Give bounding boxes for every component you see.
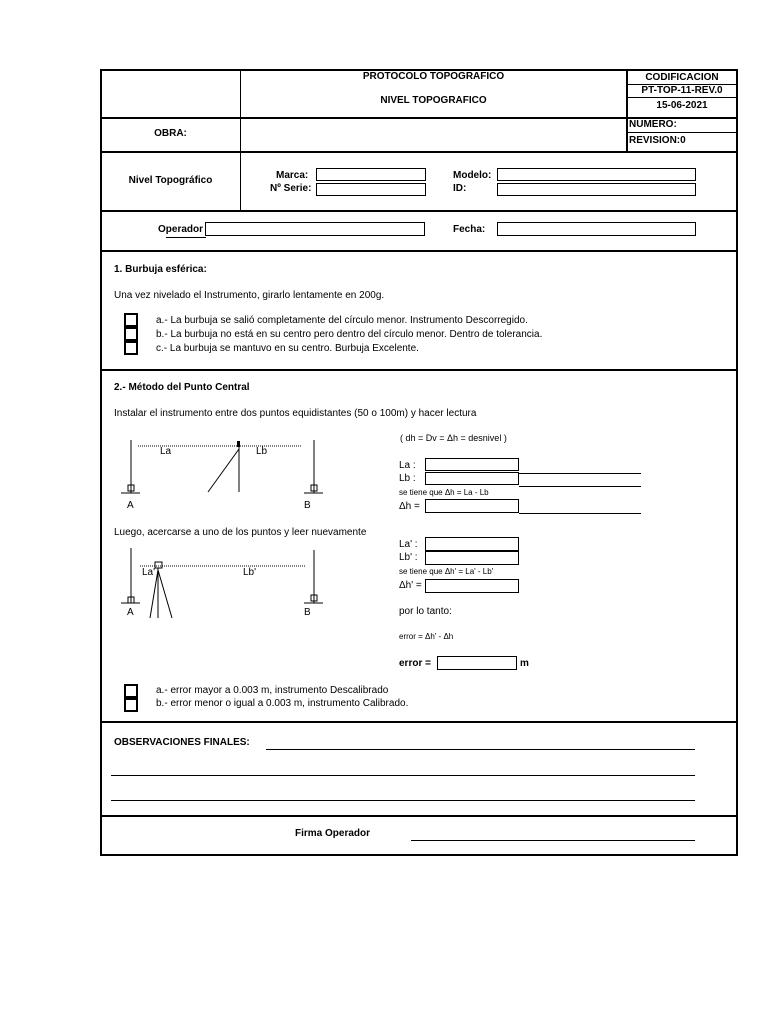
row-divider <box>100 815 738 817</box>
formula-2: se tiene que Δh' = La' - Lb' <box>399 567 494 576</box>
dh-label: Δh = <box>399 501 420 512</box>
la-field[interactable] <box>425 458 519 471</box>
la-line <box>519 473 641 474</box>
operator-field[interactable] <box>205 222 425 236</box>
model-field[interactable] <box>497 168 696 181</box>
date-field[interactable] <box>497 222 696 236</box>
revision-label: REVISION:0 <box>629 135 686 146</box>
observations-line-2[interactable] <box>111 775 695 776</box>
desnivel-note: ( dh = Dv = Δh = desnivel ) <box>400 433 507 443</box>
dh2-field[interactable] <box>425 579 519 593</box>
brand-label: Marca: <box>276 170 309 181</box>
lb-label: Lb : <box>399 473 416 484</box>
bubble-checkbox-a[interactable] <box>124 313 138 327</box>
document-code: PT-TOP-11-REV.0 <box>641 85 723 96</box>
lb-line <box>519 486 641 487</box>
error-formula: error = Δh' - Δh <box>399 632 454 641</box>
la2-label: La' : <box>399 539 418 550</box>
header-divider <box>626 97 738 98</box>
row-divider <box>240 151 241 210</box>
operator-label: Operador <box>158 224 204 235</box>
diagram2-label-b: B <box>304 607 311 618</box>
row-divider <box>100 369 738 371</box>
section1-title: 1. Burbuja esférica: <box>114 264 207 275</box>
codification-label: CODIFICACION <box>645 72 719 83</box>
obra-field[interactable] <box>242 119 624 149</box>
section1-instruction: Una vez nivelado el Instrumento, girarlo lentamente en 200g. <box>114 290 385 301</box>
serial-label: Nº Serie: <box>270 183 312 194</box>
calibration-checkbox-b[interactable] <box>124 698 138 712</box>
brand-field[interactable] <box>316 168 426 181</box>
dh-line <box>519 513 641 514</box>
bubble-option-a: a.- La burbuja se salió completamente del círculo menor. Instrumento Descorregido. <box>156 315 528 326</box>
diagram2-label-a: A <box>127 607 134 618</box>
calibration-option-b: b.- error menor o igual a 0.003 m, instrumento Calibrado. <box>156 698 409 709</box>
instrument-label: Nivel Topográfico <box>128 175 213 186</box>
la-label: La : <box>399 460 416 471</box>
serial-field[interactable] <box>316 183 426 196</box>
error-field[interactable] <box>437 656 517 670</box>
diagram1-label-lb: Lb <box>256 446 268 457</box>
operator-underline <box>166 237 206 238</box>
row-divider <box>100 721 738 723</box>
bubble-option-b: b.- La burbuja no está en su centro pero dentro del círculo menor. Dentro de tolerancia. <box>156 329 543 340</box>
signature-label: Firma Operador <box>295 828 371 839</box>
lb-field[interactable] <box>425 472 519 485</box>
model-label: Modelo: <box>453 170 492 181</box>
section2-instruction: Instalar el instrumento entre dos puntos equidistantes (50 o 100m) y hacer lectura <box>114 408 477 419</box>
bubble-option-c: c.- La burbuja se mantuvo en su centro. Burbuja Excelente. <box>156 343 419 354</box>
diagram-near-point <box>110 548 350 628</box>
diagram1-label-la: La <box>160 446 172 457</box>
number-label: NUMERO: <box>629 119 677 130</box>
formula-1: se tiene que Δh = La - Lb <box>399 488 489 497</box>
form-title: PROTOCOLO TOPOGRAFICO <box>362 71 505 82</box>
document-date: 15-06-2021 <box>656 100 708 111</box>
lb2-field[interactable] <box>425 551 519 565</box>
diagram1-label-b: B <box>304 500 311 511</box>
calibration-option-a: a.- error mayor a 0.003 m, instrumento Descalibrado <box>156 685 389 696</box>
error-unit: m <box>520 658 529 669</box>
error-label: error = <box>399 658 431 669</box>
observations-line-3[interactable] <box>111 800 695 801</box>
observations-label: OBSERVACIONES FINALES: <box>114 737 250 748</box>
signature-line[interactable] <box>411 840 695 841</box>
dh-field[interactable] <box>425 499 519 513</box>
diagram2-label-la: La' <box>142 567 156 578</box>
section2-title: 2.- Método del Punto Central <box>114 382 250 393</box>
form-subtitle: NIVEL TOPOGRAFICO <box>380 95 487 106</box>
dh2-label: Δh' = <box>399 580 422 591</box>
row-divider <box>100 210 738 212</box>
observations-line-1[interactable] <box>266 749 695 750</box>
diagram2-label-lb: Lb' <box>243 567 257 578</box>
luego-instruction: Luego, acercarse a uno de los puntos y leer nuevamente <box>114 527 367 538</box>
date-label: Fecha: <box>453 224 486 235</box>
header-divider <box>100 151 738 153</box>
diagram1-label-a: A <box>127 500 134 511</box>
id-label: ID: <box>453 183 467 194</box>
header-divider <box>626 132 738 133</box>
lb2-label: Lb' : <box>399 552 418 563</box>
obra-label: OBRA: <box>154 128 187 139</box>
bubble-checkbox-c[interactable] <box>124 341 138 355</box>
diagram-central-point <box>110 435 350 515</box>
calibration-checkbox-a[interactable] <box>124 684 138 698</box>
bubble-checkbox-b[interactable] <box>124 327 138 341</box>
id-field[interactable] <box>497 183 696 196</box>
la2-field[interactable] <box>425 537 519 551</box>
row-divider <box>100 250 738 252</box>
por-lo-tanto: por lo tanto: <box>399 606 452 617</box>
